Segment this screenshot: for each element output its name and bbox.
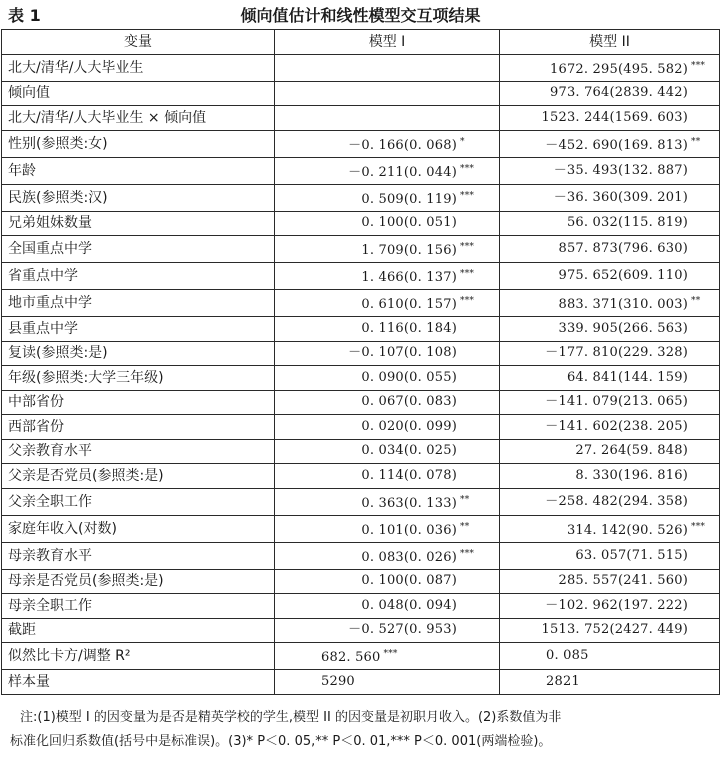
model-1-coefficient-significance: ***	[460, 296, 475, 306]
model-2-coefficient	[500, 618, 720, 643]
variable-name: 父亲是否党员(参照类:是)	[2, 464, 275, 489]
model-1-coefficient-significance: ***	[460, 242, 475, 252]
model-1-coefficient-value: 0. 100(0. 087)	[361, 573, 457, 589]
model-2-coefficient	[500, 366, 720, 391]
model-1-coefficient	[275, 236, 500, 263]
table-title: 倾向值估计和线性模型交互项结果	[240, 6, 481, 25]
model-2-coefficient	[500, 106, 720, 131]
table-row	[2, 415, 720, 440]
variable-name: 年龄	[2, 157, 275, 184]
table-row	[2, 106, 720, 131]
model-1-coefficient-significance: ***	[383, 649, 398, 659]
model-2-coefficient-value: －141. 079(213. 065)	[545, 394, 688, 410]
model-2-coefficient	[500, 211, 720, 236]
model-1-coefficient	[275, 54, 500, 81]
model-1-coefficient	[275, 290, 500, 317]
table-row	[2, 390, 720, 415]
model-1-coefficient-value: －0. 211(0. 044)	[348, 164, 457, 180]
model-2-coefficient-value: －452. 690(169. 813)	[545, 137, 688, 153]
model-2-coefficient	[500, 290, 720, 317]
model-2-coefficient-value: 1672. 295(495. 582)	[550, 61, 688, 77]
table-row	[2, 618, 720, 643]
table-row	[2, 81, 720, 106]
column-header-model-2: 模型 II	[500, 30, 720, 55]
table-number: 表 1	[8, 6, 41, 25]
variable-name: 西部省份	[2, 415, 275, 440]
variable-name: 性别(参照类:女)	[2, 130, 275, 157]
model-2-coefficient-value: 0. 085	[546, 648, 589, 663]
table-row	[2, 54, 720, 81]
model-2-coefficient	[500, 81, 720, 106]
model-1-coefficient	[275, 317, 500, 342]
model-1-coefficient-significance: *	[460, 136, 465, 147]
model-2-coefficient	[500, 263, 720, 290]
model-2-coefficient	[500, 542, 720, 569]
model-2-coefficient	[500, 594, 720, 619]
model-1-coefficient-significance: ***	[460, 548, 475, 559]
model-1-coefficient	[275, 643, 500, 670]
model-2-coefficient	[500, 670, 720, 695]
table-row	[2, 157, 720, 184]
table-row	[2, 439, 720, 464]
model-1-coefficient-value: 1. 466(0. 137)	[361, 270, 457, 285]
model-2-coefficient-value: 63. 057(71. 515)	[575, 547, 688, 563]
model-2-coefficient-value: 56. 032(115. 819)	[566, 215, 688, 231]
model-1-coefficient-value: 5290	[321, 673, 355, 689]
table-row	[2, 341, 720, 366]
model-1-coefficient-value: 0. 114(0. 078)	[361, 467, 457, 483]
table-row	[2, 236, 720, 263]
table-row	[2, 594, 720, 619]
model-1-coefficient	[275, 157, 500, 184]
model-1-coefficient	[275, 366, 500, 391]
table-row	[2, 515, 720, 542]
model-2-coefficient-value: 27. 264(59. 848)	[575, 443, 688, 459]
model-1-coefficient-value: 0. 048(0. 094)	[361, 597, 457, 613]
variable-name: 父亲教育水平	[2, 439, 275, 464]
model-2-coefficient	[500, 415, 720, 440]
model-1-coefficient-value: 0. 101(0. 036)	[361, 522, 457, 538]
model-2-coefficient-value: 339. 905(266. 563)	[558, 320, 688, 336]
variable-name: 家庭年收入(对数)	[2, 515, 275, 542]
model-2-coefficient	[500, 341, 720, 366]
model-2-coefficient	[500, 236, 720, 263]
model-2-coefficient	[500, 488, 720, 515]
model-2-coefficient-value: －35. 493(132. 887)	[553, 162, 688, 178]
model-1-coefficient	[275, 464, 500, 489]
model-2-coefficient-value: 8. 330(196. 816)	[575, 467, 688, 483]
model-1-coefficient-value: 0. 083(0. 026)	[361, 549, 457, 565]
model-1-coefficient-value: 0. 116(0. 184)	[361, 320, 457, 336]
model-1-coefficient	[275, 390, 500, 415]
model-1-coefficient-significance: **	[460, 494, 470, 505]
table-row	[2, 366, 720, 391]
model-1-coefficient-value: 0. 363(0. 133)	[361, 495, 457, 511]
model-1-coefficient-value: 1. 709(0. 156)	[361, 243, 457, 258]
variable-name: 中部省份	[2, 390, 275, 415]
results-table	[1, 29, 720, 695]
variable-name: 倾向值	[2, 81, 275, 106]
model-2-coefficient	[500, 317, 720, 342]
model-1-coefficient	[275, 415, 500, 440]
model-2-coefficient	[500, 515, 720, 542]
model-2-coefficient-value: －258. 482(294. 358)	[545, 493, 688, 509]
model-2-coefficient	[500, 643, 720, 670]
variable-name: 地市重点中学	[2, 290, 275, 317]
note-line-1: 注:(1)模型 I 的因变量为是否是精英学校的学生,模型 II 的因变量是初职月收入。(2)系数值为非	[20, 710, 562, 725]
model-1-coefficient	[275, 106, 500, 131]
model-1-coefficient-significance: ***	[460, 190, 475, 201]
model-2-coefficient	[500, 54, 720, 81]
model-1-coefficient-value: 0. 034(0. 025)	[361, 443, 457, 459]
variable-name: 复读(参照类:是)	[2, 341, 275, 366]
model-1-coefficient-value: 0. 020(0. 099)	[361, 418, 457, 434]
model-2-coefficient	[500, 390, 720, 415]
note-line-2: 标准化回归系数值(括号中是标准误)。(3)* P＜0. 05,** P＜0. 01,*** P＜0. 001(两端检验)。	[10, 734, 552, 749]
column-header-model-1: 模型 I	[275, 30, 500, 55]
header-row	[2, 30, 720, 55]
model-2-coefficient-value: 857. 873(796. 630)	[558, 241, 688, 256]
model-1-coefficient-value: 0. 090(0. 055)	[361, 369, 457, 385]
table-row	[2, 130, 720, 157]
model-2-coefficient-value: 973. 764(2839. 442)	[550, 85, 688, 101]
model-2-coefficient	[500, 157, 720, 184]
variable-name: 县重点中学	[2, 317, 275, 342]
model-1-coefficient	[275, 184, 500, 211]
variable-name: 北大/清华/人大毕业生	[2, 54, 275, 81]
model-2-coefficient-value: －177. 810(229. 328)	[545, 345, 688, 361]
variable-name: 省重点中学	[2, 263, 275, 290]
model-1-coefficient	[275, 542, 500, 569]
model-1-coefficient	[275, 263, 500, 290]
table-row	[2, 317, 720, 342]
model-1-coefficient	[275, 341, 500, 366]
model-1-coefficient-value: －0. 166(0. 068)	[348, 137, 457, 153]
table-row	[2, 290, 720, 317]
model-2-coefficient-significance: **	[691, 136, 701, 147]
column-header-variable: 变量	[2, 30, 275, 55]
model-1-coefficient	[275, 594, 500, 619]
table-note	[10, 706, 710, 754]
model-2-coefficient-significance: **	[691, 296, 701, 306]
model-1-coefficient-significance: ***	[460, 163, 475, 174]
model-2-coefficient-value: －102. 962(197. 222)	[545, 597, 688, 613]
model-1-coefficient	[275, 81, 500, 106]
model-2-coefficient-value: 64. 841(144. 159)	[566, 369, 688, 385]
model-2-coefficient-value: 1523. 244(1569. 603)	[541, 109, 688, 125]
variable-name: 北大/清华/人大毕业生 × 倾向值	[2, 106, 275, 131]
variable-name: 民族(参照类:汉)	[2, 184, 275, 211]
table-body	[2, 54, 720, 694]
variable-name: 年级(参照类:大学三年级)	[2, 366, 275, 391]
model-2-coefficient	[500, 130, 720, 157]
model-1-coefficient-value: 682. 560	[321, 650, 381, 665]
table-row	[2, 263, 720, 290]
model-1-coefficient	[275, 130, 500, 157]
model-2-coefficient-significance: ***	[691, 521, 706, 532]
variable-name: 样本量	[2, 670, 275, 695]
table-row	[2, 184, 720, 211]
model-1-coefficient	[275, 211, 500, 236]
model-2-coefficient-value: －36. 360(309. 201)	[553, 189, 688, 205]
table-header	[0, 0, 721, 26]
model-1-coefficient	[275, 569, 500, 594]
variable-name: 父亲全职工作	[2, 488, 275, 515]
model-2-coefficient-value: 2821	[546, 673, 580, 689]
model-1-coefficient	[275, 488, 500, 515]
model-1-coefficient	[275, 439, 500, 464]
model-2-coefficient-value: －141. 602(238. 205)	[545, 418, 688, 434]
model-1-coefficient-value: 0. 610(0. 157)	[361, 297, 457, 312]
model-1-coefficient	[275, 618, 500, 643]
model-2-coefficient-value: 975. 652(609. 110)	[558, 268, 688, 283]
table-row	[2, 542, 720, 569]
model-2-coefficient-value: 314. 142(90. 526)	[566, 522, 688, 538]
model-1-coefficient	[275, 670, 500, 695]
table-row	[2, 464, 720, 489]
variable-name: 母亲全职工作	[2, 594, 275, 619]
table-row	[2, 569, 720, 594]
variable-name: 截距	[2, 618, 275, 643]
table-row	[2, 211, 720, 236]
table-row	[2, 488, 720, 515]
summary-row	[2, 670, 720, 695]
model-2-coefficient	[500, 439, 720, 464]
variable-name: 母亲是否党员(参照类:是)	[2, 569, 275, 594]
model-1-coefficient-significance: **	[460, 521, 470, 532]
model-2-coefficient	[500, 569, 720, 594]
model-2-coefficient-significance: ***	[691, 60, 706, 71]
model-1-coefficient-value: 0. 509(0. 119)	[361, 191, 457, 207]
model-1-coefficient	[275, 515, 500, 542]
variable-name: 母亲教育水平	[2, 542, 275, 569]
model-1-coefficient-value: －0. 527(0. 953)	[348, 622, 457, 638]
variable-name: 似然比卡方/调整 R²	[2, 643, 275, 670]
model-1-coefficient-value: 0. 067(0. 083)	[361, 394, 457, 410]
summary-row	[2, 643, 720, 670]
model-2-coefficient-value: 1513. 752(2427. 449)	[541, 622, 688, 638]
variable-name: 兄弟姐妹数量	[2, 211, 275, 236]
model-2-coefficient	[500, 464, 720, 489]
model-2-coefficient-value: 285. 557(241. 560)	[558, 573, 688, 589]
model-1-coefficient-value: －0. 107(0. 108)	[348, 345, 457, 361]
model-2-coefficient-value: 883. 371(310. 003)	[558, 297, 688, 312]
model-1-coefficient-value: 0. 100(0. 051)	[361, 215, 457, 231]
variable-name: 全国重点中学	[2, 236, 275, 263]
model-1-coefficient-significance: ***	[460, 269, 475, 279]
model-2-coefficient	[500, 184, 720, 211]
